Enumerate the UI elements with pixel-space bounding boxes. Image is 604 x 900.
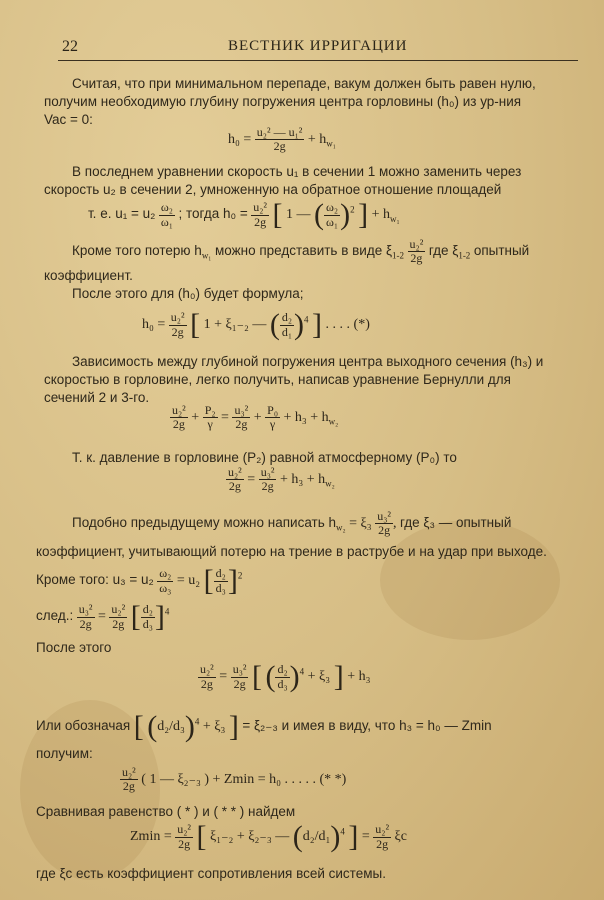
- page-number: 22: [62, 38, 78, 55]
- formula-zmin: Zmin = $\frac{\text{u₂²}}{2g}$ [ ξ₁₋₂ + ξ₂₋₃ — $(d_2/d_1)^4$ ] = $\frac{\text{u₂²}}{2g}$ ξc: [130, 820, 408, 853]
- text-line-hw2: Подобно предыдущему можно написать $h_{w_2} = \xi_3$ $\frac{\text{u₃²}}{2g}$ , где ξ₃ — опытный: [72, 509, 512, 538]
- formula-u1: т. е. u₁ = u₂ $\frac{\text{ω₂}}{\text{ω₁}}$ ; тогда h₀ = $\frac{\text{u₂²}}{2g}$ [ 1 — ( $\frac{\text{ω₂}}{\text{ω₁}}$ )$^2$ ] + $h_{w_1}$: [88, 198, 400, 231]
- formula-u3-expanded: $\frac{\text{u₂²}}{2g}$ = $\frac{\text{u₃²}}{2g}$ [ ( $\frac{\text{d₂}}{\text{d₃}}$ )$^4$ + ξ₃ ] + h₃: [200, 660, 371, 693]
- formula-bernoulli-2: $\frac{\text{u₂²}}{2g}$ = $\frac{\text{u₃²}}{2g}$ + $h_3 + h_{w_2}$: [228, 465, 335, 494]
- formula-double-star: $\frac{\text{u₂²}}{2g}$ ( 1 — ξ₂₋₃ ) + Zmin = h₀ . . . . . (* *): [122, 765, 347, 794]
- text-line: Т. к. давление в горловине (P₂) равной атмосферному (P₀) то: [72, 450, 457, 465]
- text-line: коэффициент.: [44, 268, 133, 283]
- text-line: сечений 2 и 3-го.: [44, 390, 150, 405]
- formula-u3: Кроме того: u₃ = u₂ $\frac{\text{ω₂}}{\text{ω₃}}$ = u₂ [ $\frac{\text{d₂}}{\text{d₃}}$ ]$^2$: [36, 564, 243, 597]
- paper-stain: [380, 520, 560, 640]
- text-line: коэффициент, учитывающий потерю на трение в раструбе и на удар при выходе.: [36, 544, 547, 559]
- text-line: скоростью в горловине, легко получить, написав уравнение Бернулли для: [44, 372, 511, 387]
- text-line: скорость u₂ в сечении 2, умноженную на обратное отношение площадей: [44, 182, 502, 197]
- journal-title: ВЕСТНИК ИРРИГАЦИИ: [228, 38, 408, 54]
- formula-xi23: Или обозначая [ $(d_2/d_3)^4 + \xi_3$ ] = ξ₂₋₃ и имея в виду, что h₃ = h₀ — Zmin: [36, 710, 492, 743]
- text-line: В последнем уравнении скорость u₁ в сечении 1 можно заменить через: [72, 164, 522, 179]
- formula-sled: след.: $\frac{\text{u₃²}}{2g}$ = $\frac{\text{u₂²}}{2g}$ [ $\frac{\text{d₂}}{\text{d₃}}$ ]$^4$: [36, 600, 170, 633]
- text-line: получим:: [36, 746, 93, 761]
- formula-bernoulli: $\frac{\text{u₂²}}{2g}$ + $\frac{\text{P₂}}{\gamma}$ = $\frac{\text{u₃²}}{2g}$ + $\frac{\text{P₀}}{\gamma}$ + $h_3 + h_{w_2}$: [172, 403, 339, 432]
- text-line: После этого: [36, 640, 112, 655]
- text-line: Считая, что при минимальном перепаде, вакум должен быть равен нулю,: [72, 76, 536, 91]
- text-line: где ξc есть коэффициент сопротивления всей системы.: [36, 866, 386, 881]
- page-header: [58, 36, 578, 61]
- text-line: Vac = 0:: [44, 112, 93, 127]
- formula-star: h₀ = $\frac{\text{u₂²}}{2g}$ [ 1 + ξ₁₋₂ — ( $\frac{\text{d₂}}{\text{d₁}}$ )$^4$ ] . . . . (*): [142, 308, 370, 341]
- text-line: Сравнивая равенство ( * ) и ( * * ) найдем: [36, 804, 296, 819]
- text-line: получим необходимую глубину погружения центра горловины (h₀) из ур-ния: [44, 94, 522, 109]
- formula-h0: h₀ = $\frac{\text{u₂² — u₁²}}{2g}$ + $h_{w_1}$: [228, 125, 336, 154]
- text-line: Зависимость между глубиной погружения центра выходного сечения (h₃) и: [72, 354, 544, 369]
- text-line: После этого для (h₀) будет формула;: [72, 286, 304, 301]
- text-line-loss: Кроме того потерю $h_{w_1}$ можно представить в виде $\xi_{1-2}$ $\frac{\text{u₂²}}{2g}$ где $\xi_{1-2}$ опытный: [72, 237, 530, 266]
